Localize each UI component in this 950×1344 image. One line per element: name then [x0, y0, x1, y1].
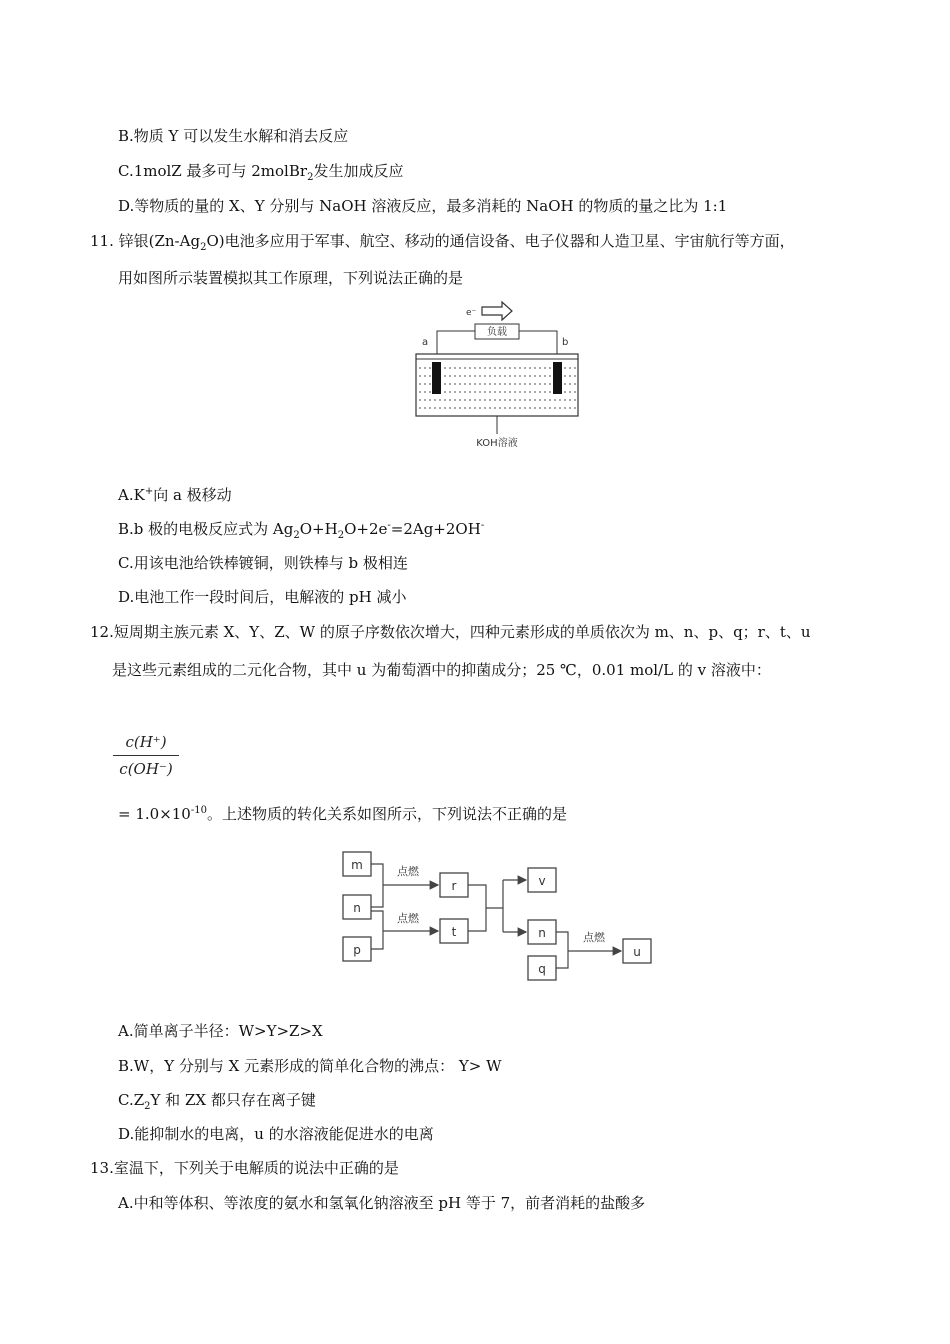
q13-option-a: A.中和等体积、等浓度的氨水和氢氧化钠溶液至 pH 等于 7，前者消耗的盐酸多 [118, 1194, 646, 1212]
node-n2-label: n [538, 926, 546, 940]
node-n-label: n [353, 901, 361, 915]
concentration-ratio [113, 733, 179, 778]
node-p-label: p [353, 943, 361, 957]
q11-option-d: D.电池工作一段时间后，电解液的 pH 减小 [118, 588, 407, 606]
node-m-label: m [351, 858, 363, 872]
ignite-label-3: 点燃 [583, 931, 605, 944]
electron-label: e⁻ [466, 308, 477, 318]
node-q-label: q [538, 962, 546, 976]
q12-option-b: B.W，Y 分别与 X 元素形成的简单化合物的沸点： Y> W [118, 1057, 502, 1075]
q11-option-c: C.用该电池给铁棒镀铜，则铁棒与 b 极相连 [118, 554, 408, 572]
ratio-denominator: c(OH⁻) [119, 760, 173, 778]
q12-option-c: $C.Z_2Y$ 和 ZX 都只存在离子键 [118, 1091, 316, 1112]
electrode-a-label: a [422, 337, 429, 348]
q12-option-a: A.简单离子半径：W>Y>Z>X [118, 1022, 323, 1040]
q12-equation-line: = $1.0\times 10^{-10}$。上述物质的转化关系如图所示，下列说法不正确的是 [118, 805, 567, 823]
transformation-flowchart [338, 845, 658, 985]
ratio-numerator: c(H⁺) [125, 733, 167, 751]
q12-stem-line1: 12.短周期主族元素 X、Y、Z、W 的原子序数依次增大，四种元素形成的单质依次为 m、n、p、q；r、t、u [90, 623, 811, 641]
electron-arrow-icon [482, 302, 512, 320]
node-u-label: u [633, 945, 641, 959]
q12-option-d: D.能抑制水的电离，u 的水溶液能促进水的电离 [118, 1125, 434, 1143]
q11-stem-line1: 11. 锌银$(Zn-Ag_2O)$电池多应用于军事、航空、移动的通信设备、电子仪器和人造卫星、宇宙航行等方面， [90, 232, 795, 253]
electrode-b [553, 362, 562, 394]
q12-stem-line2: 是这些元素组成的二元化合物，其中 u 为葡萄酒中的抑菌成分；25 ℃，0.01 mol/L 的 v 溶液中： [112, 661, 771, 679]
q11-stem-line2: 用如图所示装置模拟其工作原理，下列说法正确的是 [118, 269, 464, 287]
solution-label: KOH溶液 [476, 438, 518, 449]
electrode-a [432, 362, 441, 394]
q10-option-c: C.1molZ 最多可与 2molBr$_2$发生加成反应 [118, 162, 404, 183]
electrode-b-label: b [562, 337, 569, 348]
battery-diagram [410, 298, 585, 453]
node-t-label: t [451, 925, 457, 939]
q11-option-a: A.K+向 a 极移动 [118, 486, 232, 504]
ignite-label-1: 点燃 [397, 865, 419, 878]
q10-option-b: B.物质 Y 可以发生水解和消去反应 [118, 127, 349, 145]
load-label: 负载 [487, 327, 507, 338]
q13-stem: 13.室温下，下列关于电解质的说法中正确的是 [90, 1159, 399, 1177]
q11-option-b: B.b 极的电极反应式为 $Ag_2O+H_2O+2e^-=2Ag+2OH^-$ [118, 520, 485, 541]
node-r-label: r [451, 879, 457, 893]
node-v-label: v [538, 874, 546, 888]
ignite-label-2: 点燃 [397, 912, 419, 925]
q10-option-d: D.等物质的量的 X、Y 分别与 NaOH 溶液反应，最多消耗的 NaOH 的物质的量之比为 1:1 [118, 197, 728, 215]
